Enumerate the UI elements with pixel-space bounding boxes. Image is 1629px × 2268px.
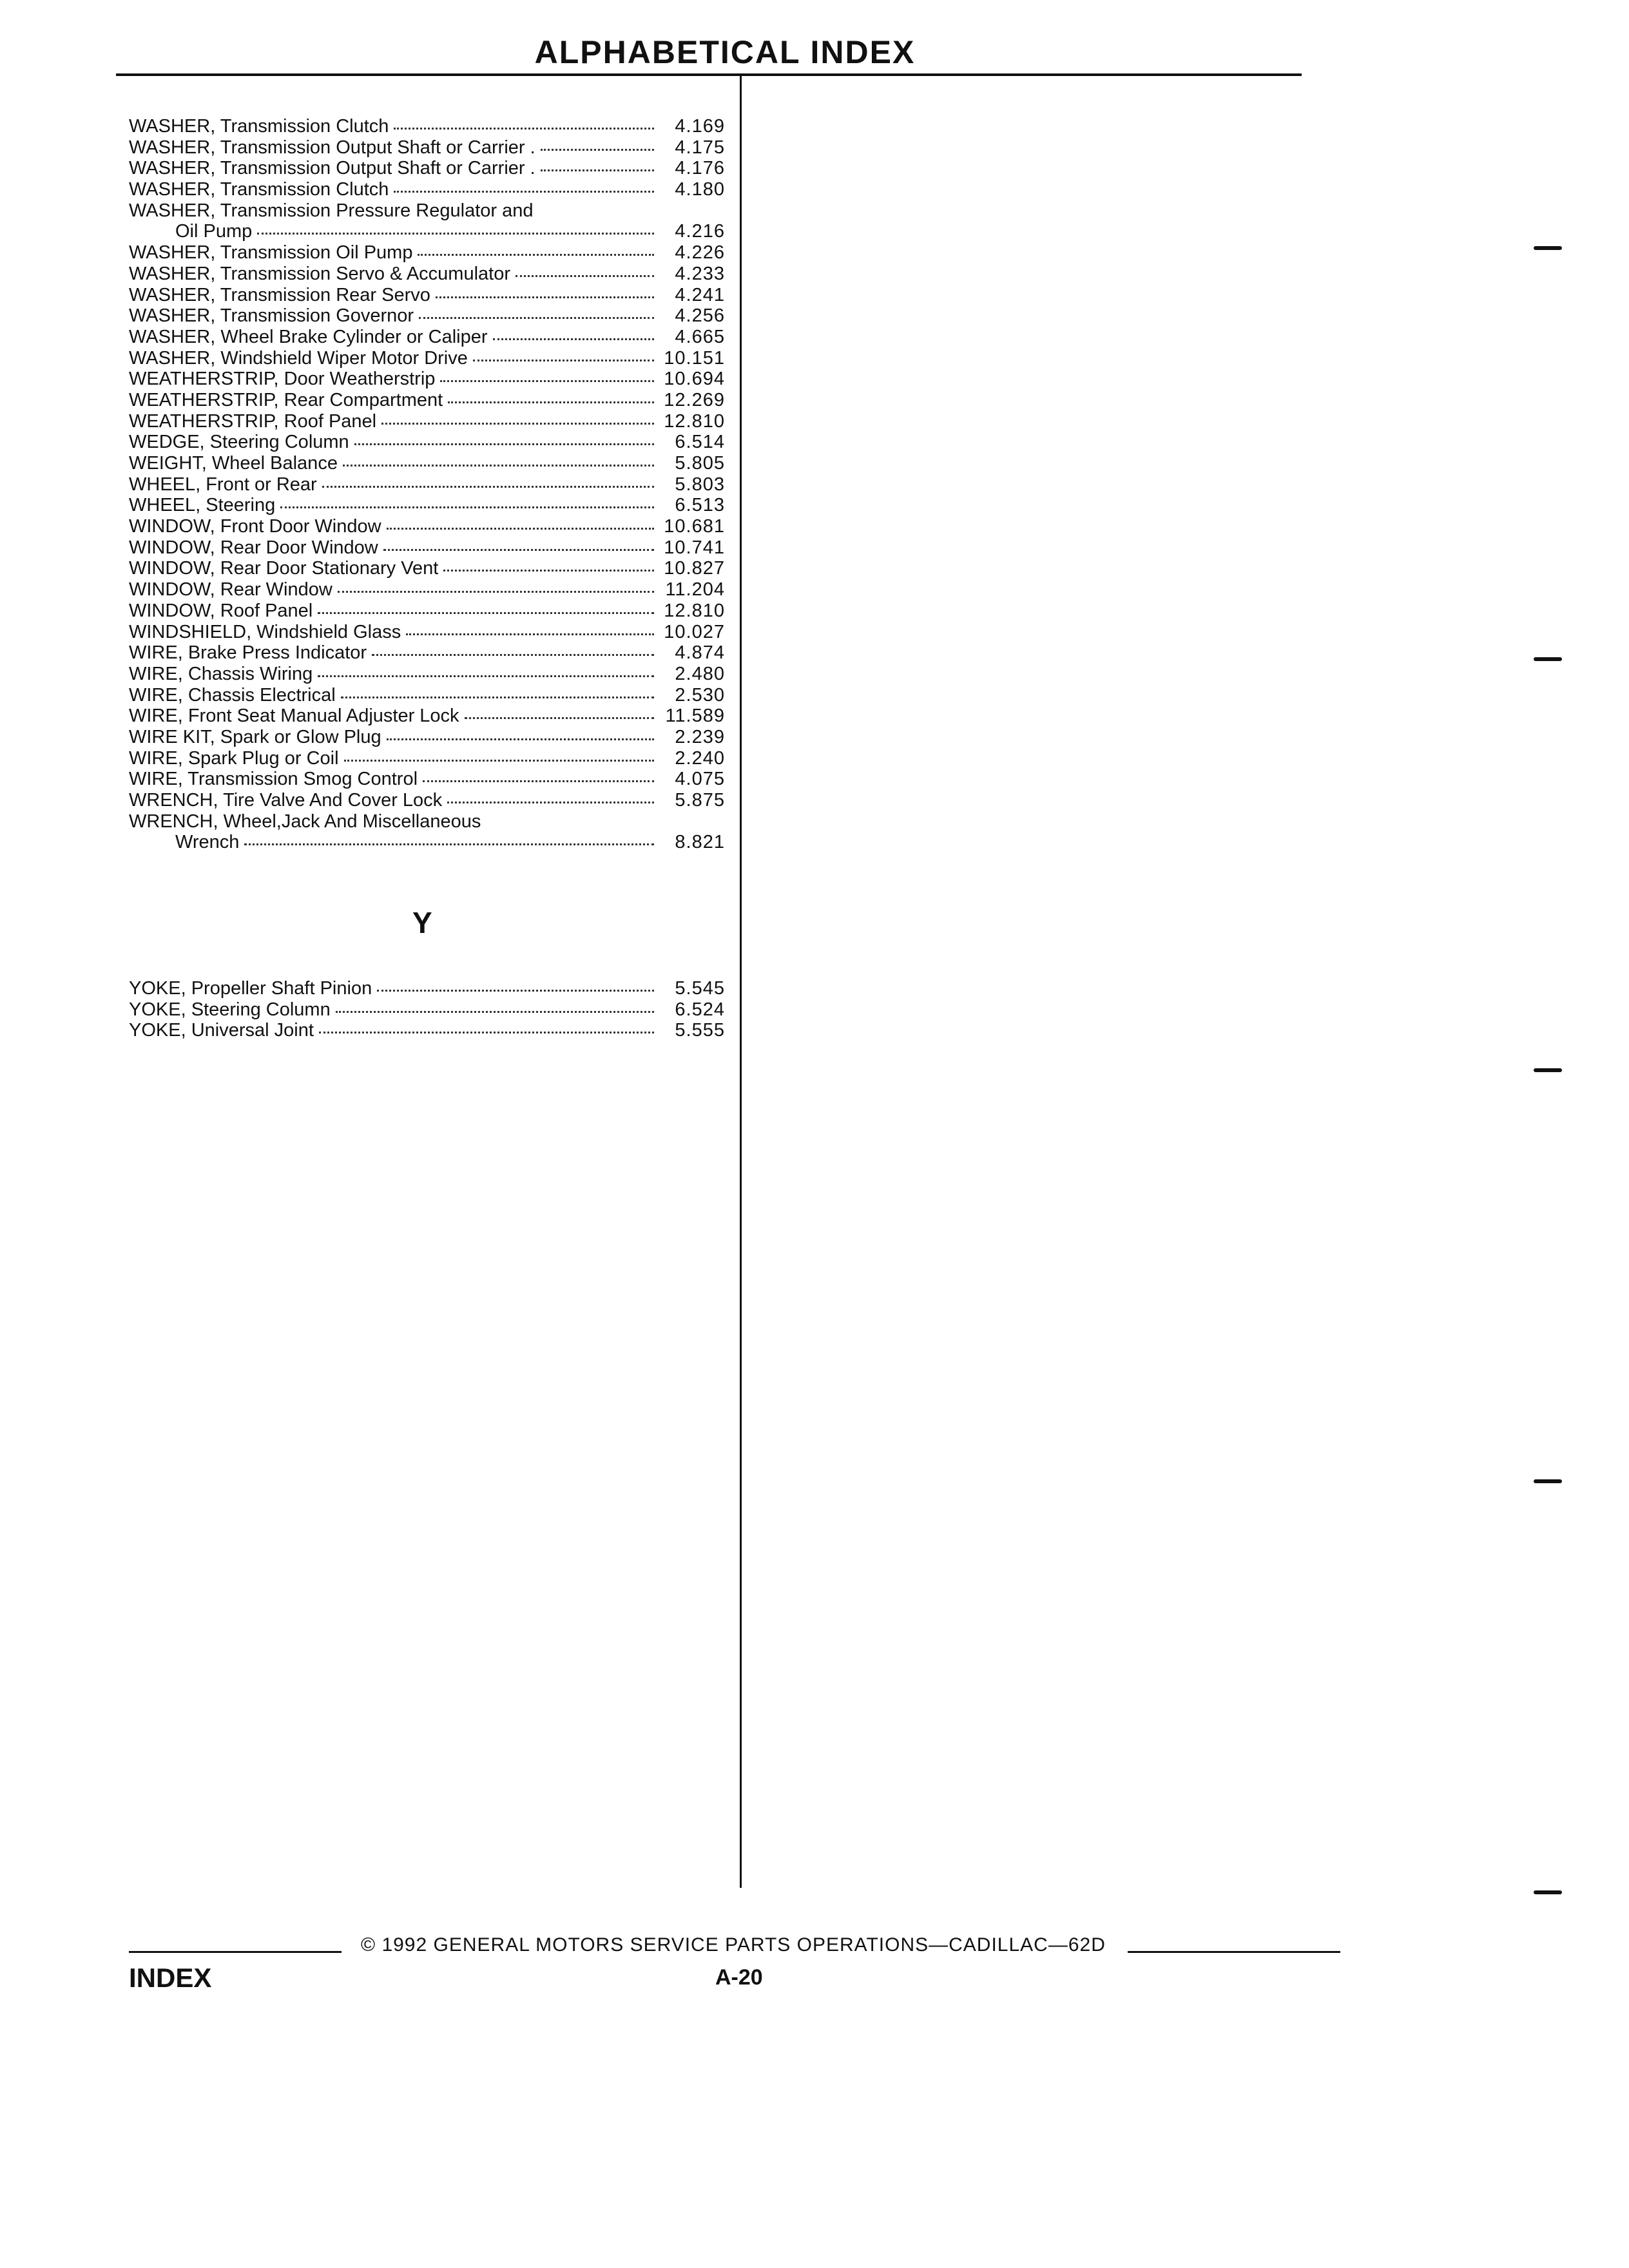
index-entry-text: WEATHERSTRIP, Rear Compartment <box>129 389 443 410</box>
index-entry-text: WASHER, Transmission Rear Servo <box>129 284 430 305</box>
leader-dots <box>381 423 654 425</box>
index-entry-page: 6.514 <box>675 432 725 453</box>
index-entry <box>129 474 725 495</box>
leader-dots <box>387 738 654 740</box>
leader-dots <box>318 675 654 677</box>
leader-dots <box>318 612 654 614</box>
index-entry-page: 10.741 <box>664 537 725 558</box>
index-entry <box>129 642 725 664</box>
index-entry-page: 5.545 <box>675 978 725 999</box>
index-entry <box>129 558 725 579</box>
index-entry-page: 5.555 <box>675 1020 725 1041</box>
leader-dots <box>280 506 654 508</box>
leader-dots <box>383 549 654 551</box>
index-entry-text: WEATHERSTRIP, Roof Panel <box>129 410 377 432</box>
binding-mark <box>1534 246 1562 250</box>
index-entry-page: 10.681 <box>664 516 725 537</box>
index-entry-text: YOKE, Steering Column <box>129 999 331 1020</box>
index-entry-text: WASHER, Transmission Clutch <box>129 179 389 200</box>
index-entry-text: WEDGE, Steering Column <box>129 432 349 453</box>
binding-mark <box>1534 657 1562 661</box>
index-entry-page: 10.027 <box>664 621 725 642</box>
section-heading-y: Y <box>412 906 432 939</box>
index-entry-text: WASHER, Transmission Clutch <box>129 116 389 137</box>
index-entry <box>129 537 725 559</box>
index-entry-page: 4.180 <box>675 179 725 200</box>
index-entry <box>129 999 725 1021</box>
index-entry-page: 11.204 <box>665 579 725 601</box>
index-entry-text: WASHER, Transmission Governor <box>129 305 414 327</box>
leader-dots <box>406 633 654 635</box>
index-entry <box>129 179 725 200</box>
page-title: ALPHABETICAL INDEX <box>534 34 916 70</box>
leader-dots <box>423 780 654 782</box>
index-entry-text: Oil Pump <box>175 221 253 242</box>
index-entry-text: WHEEL, Front or Rear <box>129 474 317 495</box>
index-entry-page: 5.875 <box>675 790 725 811</box>
index-entry-text: WIRE, Transmission Smog Control <box>129 769 418 790</box>
index-entry <box>129 305 725 327</box>
index-entry-text: WRENCH, Wheel,Jack And Miscellaneous <box>129 811 481 832</box>
leader-dots <box>541 169 654 171</box>
leader-dots <box>341 697 654 698</box>
index-entry-text: WINDOW, Front Door Window <box>129 516 381 537</box>
index-entry-text: WEATHERSTRIP, Door Weatherstrip <box>129 369 436 390</box>
footer-copyright: © 1992 GENERAL MOTORS SERVICE PARTS OPERATIONS—CADILLAC—62D <box>361 1934 1106 1956</box>
index-entry <box>129 685 725 706</box>
index-entry-text: WASHER, Windshield Wiper Motor Drive <box>129 347 468 369</box>
leader-dots <box>319 1032 654 1033</box>
index-entry-text: WASHER, Transmission Pressure Regulator and <box>129 200 534 221</box>
index-entry-text: WIRE, Front Seat Manual Adjuster Lock <box>129 706 459 727</box>
index-entry-page: 4.216 <box>675 221 725 242</box>
index-entry-text: WEIGHT, Wheel Balance <box>129 453 338 474</box>
leader-dots <box>448 401 654 403</box>
leader-dots <box>394 191 654 193</box>
leader-dots <box>440 380 654 382</box>
index-entry-text: WINDOW, Rear Window <box>129 579 333 601</box>
index-entry <box>129 221 725 242</box>
leader-dots <box>418 254 654 256</box>
leader-dots <box>473 360 654 361</box>
index-entry-text: WASHER, Transmission Output Shaft or Carrier . <box>129 137 535 158</box>
index-entry <box>129 748 725 769</box>
index-entry-text: WINDOW, Rear Door Window <box>129 537 378 558</box>
binding-mark <box>1534 1068 1562 1072</box>
index-entry-page: 10.151 <box>664 347 725 369</box>
index-entry-page: 10.827 <box>664 558 725 579</box>
leader-dots <box>338 591 654 593</box>
index-entry <box>129 264 725 285</box>
index-entry <box>129 790 725 811</box>
index-entry-text: WINDOW, Roof Panel <box>129 600 313 621</box>
index-entry-text: YOKE, Propeller Shaft Pinion <box>129 978 372 999</box>
index-entry-text: WRENCH, Tire Valve And Cover Lock <box>129 790 443 811</box>
leader-dots <box>372 654 654 656</box>
index-entry-text: WINDOW, Rear Door Stationary Vent <box>129 558 439 579</box>
column-divider <box>740 76 742 1888</box>
leader-dots <box>465 717 654 719</box>
index-entry-page: 2.480 <box>675 663 725 684</box>
index-entry-page: 2.240 <box>675 747 725 769</box>
leader-dots <box>541 149 654 151</box>
index-entry-page: 4.075 <box>675 769 725 790</box>
index-entry-text: WIRE, Chassis Electrical <box>129 684 336 706</box>
index-entry-page: 6.524 <box>675 999 725 1020</box>
index-entry <box>129 116 725 137</box>
index-entry-page: 11.589 <box>665 706 725 727</box>
index-entry <box>129 832 725 853</box>
index-entry-page: 2.530 <box>675 684 725 706</box>
index-entry <box>129 158 725 179</box>
footer-rule-left <box>129 1951 342 1953</box>
index-entry-page: 8.821 <box>675 832 725 853</box>
index-entry <box>129 137 725 159</box>
index-entry <box>129 579 725 601</box>
leader-dots <box>516 275 654 277</box>
page-number: A-20 <box>715 1965 763 1990</box>
leader-dots <box>336 1011 654 1013</box>
index-entry-page: 12.810 <box>664 410 725 432</box>
index-entry-text: WIRE, Chassis Wiring <box>129 663 313 684</box>
index-entry-page: 4.226 <box>675 242 725 264</box>
index-entry <box>129 622 725 643</box>
index-entry-text: WIRE, Spark Plug or Coil <box>129 747 339 769</box>
index-entry-text: WHEEL, Steering <box>129 495 276 516</box>
index-entry-page: 2.239 <box>675 726 725 747</box>
leader-dots <box>447 802 654 803</box>
leader-dots <box>322 486 654 488</box>
index-entry <box>129 978 725 999</box>
leader-dots <box>387 528 654 530</box>
section-label: INDEX <box>129 1963 212 1993</box>
leader-dots <box>436 296 654 298</box>
index-entry <box>129 327 725 348</box>
index-entry <box>129 348 725 369</box>
index-entry-text: YOKE, Universal Joint <box>129 1020 314 1041</box>
index-entry-text: WASHER, Transmission Servo & Accumulator <box>129 263 510 284</box>
index-entry <box>129 453 725 474</box>
index-entry <box>129 242 725 264</box>
leader-dots <box>443 570 654 572</box>
index-entry <box>129 432 725 453</box>
index-entry-page: 10.694 <box>664 369 725 390</box>
leader-dots <box>419 317 654 319</box>
index-entry-page: 4.169 <box>675 116 725 137</box>
index-entry-page: 4.665 <box>675 326 725 347</box>
index-entry-text: WASHER, Transmission Output Shaft or Carrier . <box>129 158 535 179</box>
leader-dots <box>354 443 654 445</box>
index-entry-page: 4.874 <box>675 642 725 664</box>
leader-dots <box>377 990 654 992</box>
index-entry <box>129 390 725 411</box>
index-entry-page: 4.176 <box>675 158 725 179</box>
index-entry <box>129 285 725 306</box>
index-entry-page: 4.233 <box>675 263 725 284</box>
index-entry-page: 6.513 <box>675 495 725 516</box>
index-entry-text: WASHER, Wheel Brake Cylinder or Caliper <box>129 326 488 347</box>
index-entry-page: 4.256 <box>675 305 725 327</box>
index-entry <box>129 1020 725 1041</box>
index-entry-page: 12.269 <box>664 389 725 410</box>
index-entry-page: 5.803 <box>675 474 725 495</box>
index-entry <box>129 601 725 622</box>
leader-dots <box>394 128 654 130</box>
index-list-y <box>129 978 725 1041</box>
index-entry-text: Wrench <box>175 832 240 853</box>
index-entry <box>129 706 725 727</box>
index-entry-text: WASHER, Transmission Oil Pump <box>129 242 413 264</box>
index-entry <box>129 664 725 685</box>
leader-dots <box>344 760 654 762</box>
index-entry <box>129 516 725 537</box>
index-entry <box>129 411 725 432</box>
index-entry <box>129 495 725 516</box>
index-entry-text: WIRE KIT, Spark or Glow Plug <box>129 726 381 747</box>
index-list-w <box>129 116 725 853</box>
leader-dots <box>493 338 654 340</box>
index-entry-page: 5.805 <box>675 453 725 474</box>
index-entry <box>129 369 725 390</box>
leader-dots <box>244 843 654 845</box>
leader-dots <box>257 233 654 235</box>
title-rule <box>116 73 1302 76</box>
binding-mark <box>1534 1890 1562 1894</box>
index-entry-text: WINDSHIELD, Windshield Glass <box>129 621 401 642</box>
index-entry-page: 4.175 <box>675 137 725 158</box>
leader-dots <box>343 465 654 466</box>
index-entry <box>129 769 725 790</box>
binding-mark <box>1534 1479 1562 1483</box>
index-entry-text: WIRE, Brake Press Indicator <box>129 642 367 664</box>
index-entry <box>129 727 725 748</box>
index-entry-page: 4.241 <box>675 284 725 305</box>
index-entry-page: 12.810 <box>664 600 725 621</box>
footer-rule-right <box>1128 1951 1340 1953</box>
